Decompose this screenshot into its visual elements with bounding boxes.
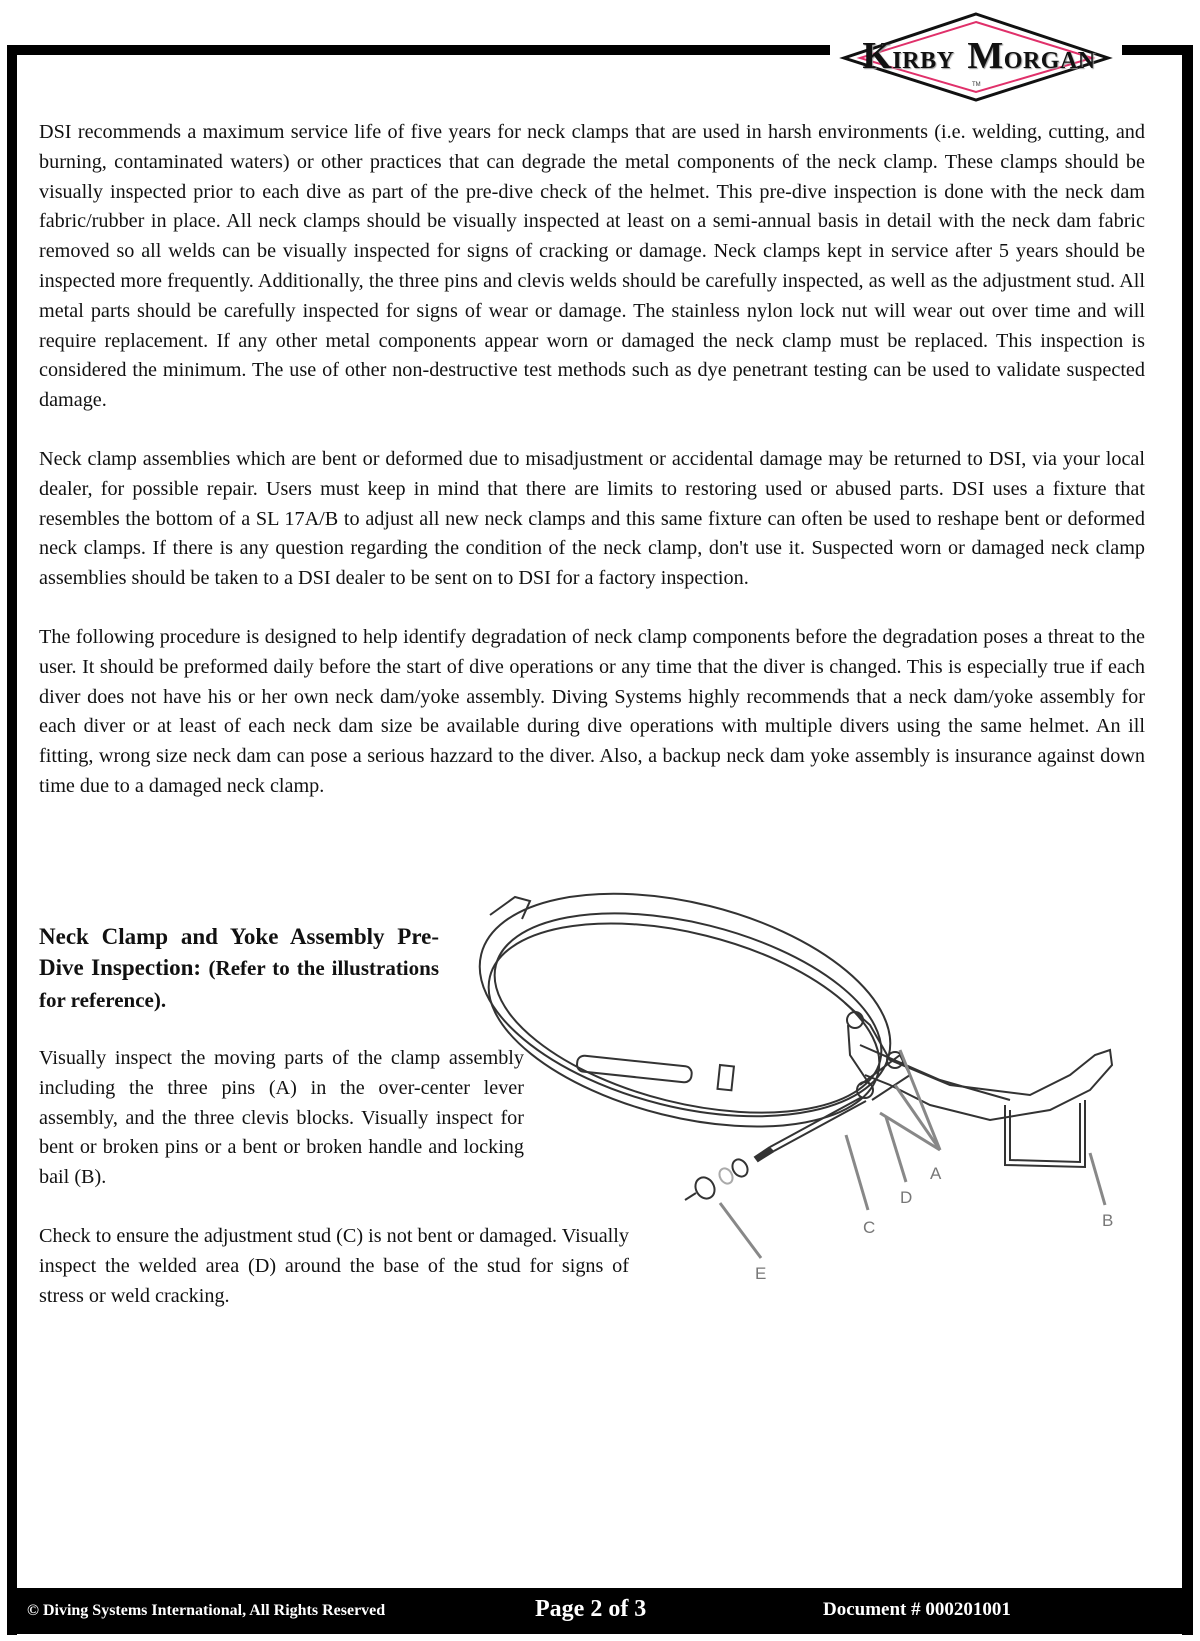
page-footer	[7, 1588, 1193, 1634]
neck-clamp-illustration	[470, 885, 1180, 1305]
paragraph-service-life: DSI recommends a maximum service life of five years for neck clamps that are used in harsh environments (i.e. welding, cutting, and burning, contaminated waters) or other practices that can degrade the metal components of the neck clamp. These clamps should be visually inspected prior to each dive as part of the pre-dive check of the helmet. This pre-dive inspection is done with the neck dam fabric/rubber in place. All neck clamps should be visually inspected at least on a semi-annual basis in detail with the neck dam fabric removed so all welds can be visually inspected for signs of cracking or damage. Neck clamps kept in service after 5 years should be inspected more frequently. Additionally, the three pins and clevis welds should be carefully inspected, as well as the adjustment stud. All metal parts should be carefully inspected for signs of wear or damage. The stainless nylon lock nut will wear out over time and will require replacement. If any other metal components appear worn or damaged the neck clamp must be replaced. This inspection is considered the minimum. The use of other non-destructive test methods such as dye penetrant testing can be used to validate suspected damage.	[39, 121, 1145, 412]
logo-wordmark: KIRBY MORGAN	[862, 35, 1096, 77]
frame-left-rule	[7, 45, 17, 1635]
frame-right-rule	[1182, 45, 1193, 1635]
paragraph-moving-parts: Visually inspect the moving parts of the clamp assembly including the three pins (A) in the over-center lever assembly, and the three clevis blocks. Visually inspect for bent or broken pins or a bent or broken handle and locking bail (B).	[39, 1047, 524, 1189]
svg-text:B: B	[1102, 1211, 1114, 1230]
neck-clamp-diagram-icon	[470, 885, 1180, 1305]
inspection-section	[39, 921, 629, 1340]
footer-copyright: © Diving Systems International, All Rights Reserved	[27, 1602, 386, 1619]
svg-text:E: E	[755, 1264, 767, 1283]
footer-page-number: Page 2 of 3	[535, 1596, 647, 1622]
kirby-morgan-logo	[836, 10, 1116, 102]
paragraph-repair: Neck clamp assemblies which are bent or deformed due to misadjustment or accidental damage may be returned to DSI, via your local dealer, for possible repair. Users must keep in mind that there are limits to restoring used or abused parts. DSI uses a fixture that resembles the bottom of a SL 17A/B to adjust all new neck clamps and this same fixture can often be used to reshape bent or deformed neck clamps. If there is any question regarding the condition of the neck clamp, don't use it. Suspected worn or damaged neck clamp assemblies should be taken to a DSI dealer to be sent on to DSI for a factory inspection.	[39, 447, 1145, 590]
section-heading: Neck Clamp and Yoke Assembly Pre-Dive Inspection: (Refer to the illustrations for reference).	[39, 924, 439, 1012]
svg-text:D: D	[900, 1188, 913, 1207]
footer-document-number: Document # 000201001	[823, 1599, 1011, 1620]
main-content	[39, 118, 1145, 831]
svg-text:TM: TM	[972, 82, 981, 88]
paragraph-adjustment-stud: Check to ensure the adjustment stud (C) is not bent or damaged. Visually inspect the welded area (D) around the base of the stud for signs of stress or weld cracking.	[39, 1224, 629, 1307]
svg-text:A: A	[930, 1164, 942, 1183]
paragraph-procedure: The following procedure is designed to help identify degradation of neck clamp components before the degradation poses a threat to the user. It should be preformed daily before the start of dive operations or any time that the diver is changed. This is especially true if each diver does not have his or her own neck dam/yoke assembly. Diving Systems highly recommends that a neck dam/yoke assembly for each diver or at least of each neck dam size be available during dive operations with multiple divers using the same helmet. An ill fitting, wrong size neck dam can pose a serious hazzard to the diver. Also, a backup neck dam yoke assembly is insurance against down time due to a damaged neck clamp.	[39, 625, 1145, 797]
svg-text:C: C	[863, 1218, 876, 1237]
frame-top-left-rule	[7, 45, 830, 55]
